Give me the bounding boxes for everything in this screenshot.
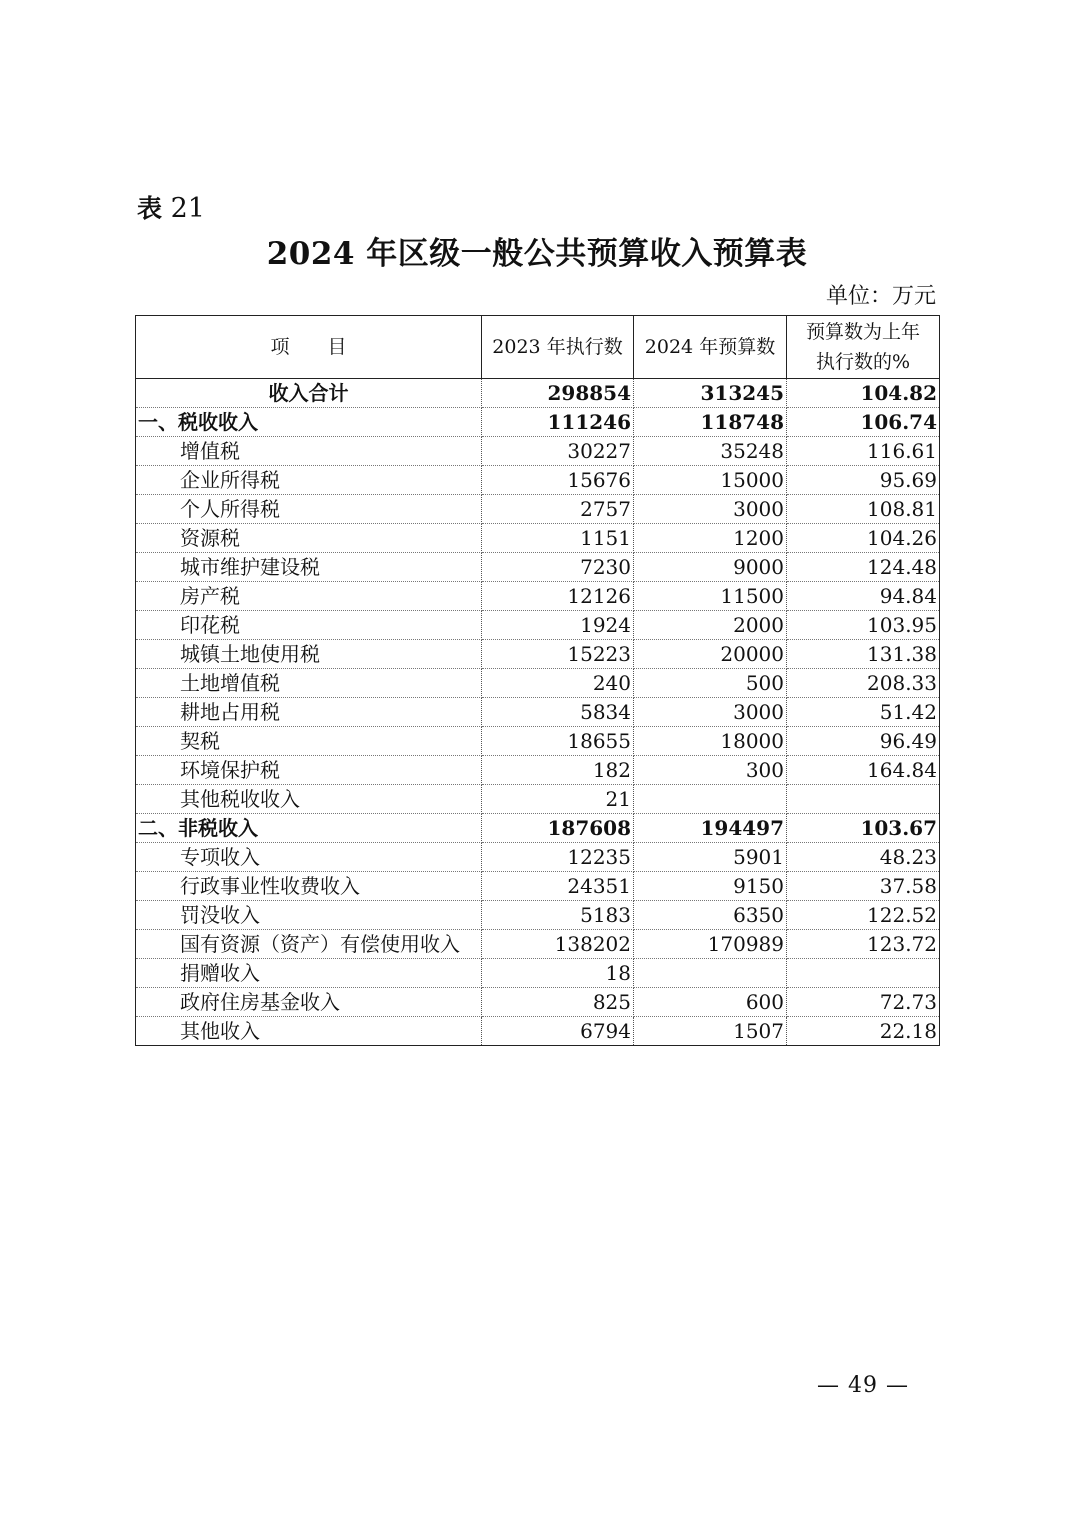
page-number: — 49 — xyxy=(817,1373,909,1398)
row-item: 捐赠收入 xyxy=(136,959,482,988)
row-item: 城市维护建设税 xyxy=(136,553,482,582)
row-ratio: 95.69 xyxy=(787,466,940,495)
budget-table xyxy=(135,315,940,1046)
row-budget-2024: 5901 xyxy=(634,843,787,872)
row-exec-2023: 15223 xyxy=(482,640,634,669)
row-ratio: 123.72 xyxy=(787,930,940,959)
row-exec-2023: 15676 xyxy=(482,466,634,495)
row-item: 其他收入 xyxy=(136,1017,482,1046)
row-exec-2023: 24351 xyxy=(482,872,634,901)
row-ratio: 48.23 xyxy=(787,843,940,872)
row-exec-2023: 298854 xyxy=(482,379,634,408)
row-budget-2024: 20000 xyxy=(634,640,787,669)
row-budget-2024: 194497 xyxy=(634,814,787,843)
row-budget-2024: 15000 xyxy=(634,466,787,495)
table-row xyxy=(136,640,940,669)
row-exec-2023: 12126 xyxy=(482,582,634,611)
row-ratio: 108.81 xyxy=(787,495,940,524)
table-row xyxy=(136,727,940,756)
row-item: 其他税收收入 xyxy=(136,785,482,814)
row-exec-2023: 182 xyxy=(482,756,634,785)
table-row xyxy=(136,959,940,988)
row-ratio: 51.42 xyxy=(787,698,940,727)
row-item: 印花税 xyxy=(136,611,482,640)
row-budget-2024: 2000 xyxy=(634,611,787,640)
row-budget-2024: 313245 xyxy=(634,379,787,408)
header-ratio-line1: 预算数为上年 xyxy=(805,321,920,343)
row-ratio: 103.95 xyxy=(787,611,940,640)
row-item: 国有资源（资产）有偿使用收入 xyxy=(136,930,482,959)
row-budget-2024: 9150 xyxy=(634,872,787,901)
row-ratio: 37.58 xyxy=(787,872,940,901)
row-item: 二、非税收入 xyxy=(136,814,482,843)
row-ratio: 131.38 xyxy=(787,640,940,669)
row-ratio: 104.82 xyxy=(787,379,940,408)
row-exec-2023: 111246 xyxy=(482,408,634,437)
row-item: 专项收入 xyxy=(136,843,482,872)
row-budget-2024: 500 xyxy=(634,669,787,698)
row-ratio: 164.84 xyxy=(787,756,940,785)
row-item: 行政事业性收费收入 xyxy=(136,872,482,901)
row-item: 一、税收收入 xyxy=(136,408,482,437)
table-row xyxy=(136,756,940,785)
row-item: 收入合计 xyxy=(136,379,482,408)
row-ratio xyxy=(787,959,940,988)
row-budget-2024: 3000 xyxy=(634,698,787,727)
table-label-prefix: 表 xyxy=(137,194,163,223)
row-exec-2023: 18 xyxy=(482,959,634,988)
row-exec-2023: 240 xyxy=(482,669,634,698)
header-item: 项 目 xyxy=(136,316,482,379)
table-row xyxy=(136,611,940,640)
header-budget-2024: 2024 年预算数 xyxy=(634,316,787,379)
row-item: 政府住房基金收入 xyxy=(136,988,482,1017)
row-budget-2024 xyxy=(634,785,787,814)
row-budget-2024: 3000 xyxy=(634,495,787,524)
table-row xyxy=(136,785,940,814)
row-exec-2023: 825 xyxy=(482,988,634,1017)
row-item: 房产税 xyxy=(136,582,482,611)
row-item: 城镇土地使用税 xyxy=(136,640,482,669)
row-item: 环境保护税 xyxy=(136,756,482,785)
row-item: 个人所得税 xyxy=(136,495,482,524)
table-row xyxy=(136,553,940,582)
row-exec-2023: 1924 xyxy=(482,611,634,640)
row-ratio: 104.26 xyxy=(787,524,940,553)
row-budget-2024: 600 xyxy=(634,988,787,1017)
document-title: 2024 年区级一般公共预算收入预算表 xyxy=(266,236,808,272)
row-item: 契税 xyxy=(136,727,482,756)
row-item: 企业所得税 xyxy=(136,466,482,495)
row-budget-2024: 35248 xyxy=(634,437,787,466)
row-ratio: 72.73 xyxy=(787,988,940,1017)
table-label-number: 21 xyxy=(170,193,205,224)
table-row xyxy=(136,872,940,901)
row-budget-2024: 11500 xyxy=(634,582,787,611)
row-exec-2023: 21 xyxy=(482,785,634,814)
table-row xyxy=(136,524,940,553)
row-item: 耕地占用税 xyxy=(136,698,482,727)
row-budget-2024: 1507 xyxy=(634,1017,787,1046)
table-row xyxy=(136,988,940,1017)
row-ratio xyxy=(787,785,940,814)
table-row xyxy=(136,437,940,466)
row-exec-2023: 138202 xyxy=(482,930,634,959)
row-item: 土地增值税 xyxy=(136,669,482,698)
row-budget-2024: 6350 xyxy=(634,901,787,930)
row-exec-2023: 18655 xyxy=(482,727,634,756)
row-budget-2024 xyxy=(634,959,787,988)
row-exec-2023: 7230 xyxy=(482,553,634,582)
row-budget-2024: 1200 xyxy=(634,524,787,553)
row-exec-2023: 2757 xyxy=(482,495,634,524)
table-row xyxy=(136,466,940,495)
table-row xyxy=(136,495,940,524)
row-ratio: 208.33 xyxy=(787,669,940,698)
row-budget-2024: 300 xyxy=(634,756,787,785)
row-item: 资源税 xyxy=(136,524,482,553)
table-row xyxy=(136,1017,940,1046)
table-row xyxy=(136,930,940,959)
table-row-total xyxy=(136,379,940,408)
table-row xyxy=(136,698,940,727)
table-row xyxy=(136,901,940,930)
row-exec-2023: 6794 xyxy=(482,1017,634,1046)
header-ratio-line2: 执行数的% xyxy=(815,351,911,373)
row-ratio: 22.18 xyxy=(787,1017,940,1046)
table-row-section xyxy=(136,814,940,843)
table-row-section xyxy=(136,408,940,437)
row-budget-2024: 9000 xyxy=(634,553,787,582)
row-exec-2023: 30227 xyxy=(482,437,634,466)
table-row xyxy=(136,582,940,611)
row-exec-2023: 1151 xyxy=(482,524,634,553)
table-label xyxy=(137,192,205,226)
row-budget-2024: 170989 xyxy=(634,930,787,959)
table-row xyxy=(136,843,940,872)
table-row xyxy=(136,669,940,698)
row-ratio: 96.49 xyxy=(787,727,940,756)
row-ratio: 106.74 xyxy=(787,408,940,437)
row-exec-2023: 12235 xyxy=(482,843,634,872)
row-ratio: 94.84 xyxy=(787,582,940,611)
row-exec-2023: 5834 xyxy=(482,698,634,727)
row-exec-2023: 187608 xyxy=(482,814,634,843)
header-row xyxy=(136,316,940,379)
row-budget-2024: 118748 xyxy=(634,408,787,437)
row-item: 罚没收入 xyxy=(136,901,482,930)
row-exec-2023: 5183 xyxy=(482,901,634,930)
row-ratio: 103.67 xyxy=(787,814,940,843)
unit-label: 单位：万元 xyxy=(825,284,936,309)
row-ratio: 124.48 xyxy=(787,553,940,582)
row-ratio: 116.61 xyxy=(787,437,940,466)
header-exec-2023: 2023 年执行数 xyxy=(482,316,634,379)
row-ratio: 122.52 xyxy=(787,901,940,930)
header-ratio xyxy=(787,316,940,379)
row-item: 增值税 xyxy=(136,437,482,466)
row-budget-2024: 18000 xyxy=(634,727,787,756)
